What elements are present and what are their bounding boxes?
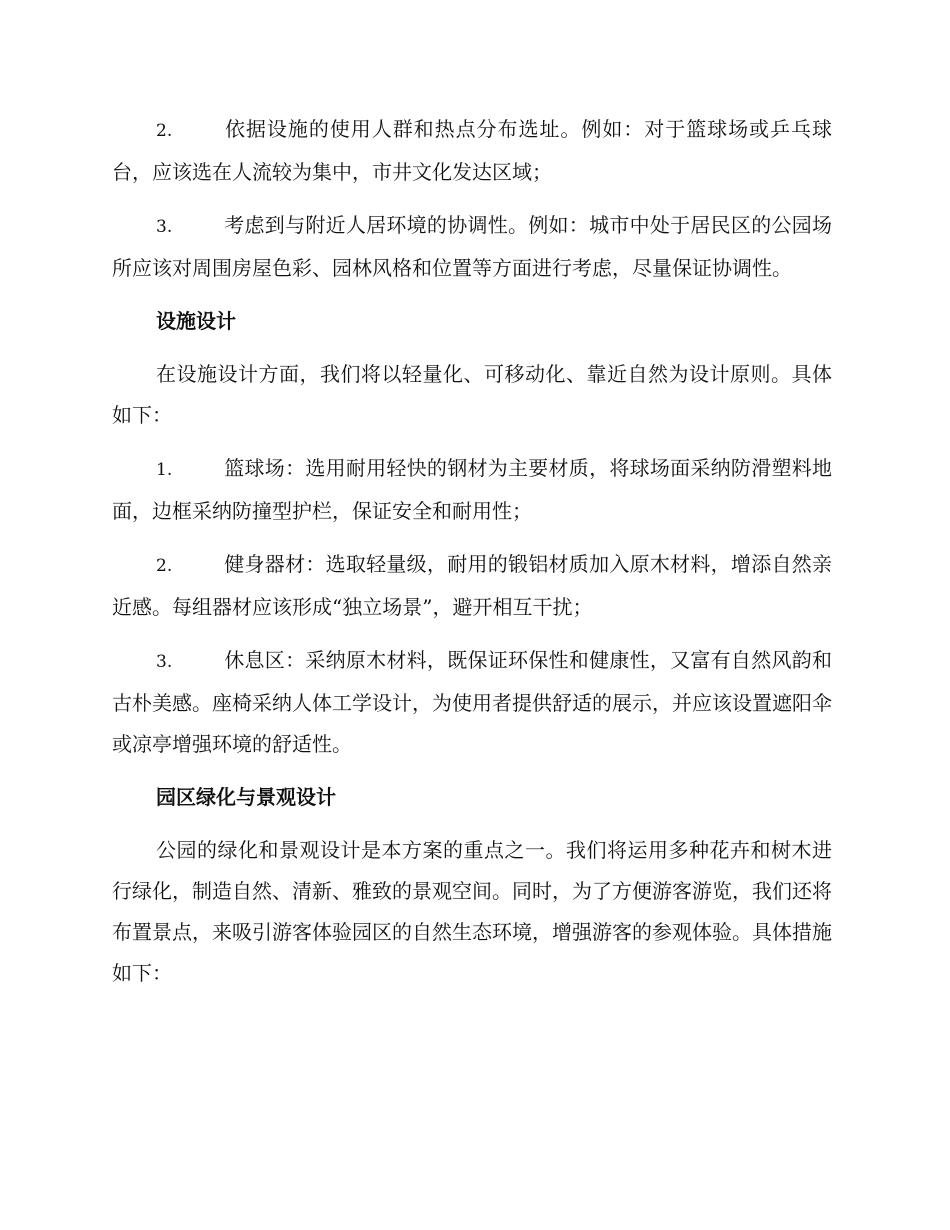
list-item-text: 篮球场：选用耐用轻快的钢材为主要材质，将球场面采纳防滑塑料地面，边框采纳防撞型护栏，保证安全和耐用性； [112, 456, 832, 523]
list-item [112, 544, 832, 628]
section-heading-facility-design: 设施设计 [156, 309, 236, 333]
document-body [112, 109, 832, 1006]
list-item-text: 依据设施的使用人群和热点分布选址。例如：对于篮球场或乒乓球台，应该选在人流较为集中，市井文化发达区域； [112, 117, 832, 184]
list-item-number: 3. [156, 652, 173, 672]
paragraph-greening-intro: 公园的绿化和景观设计是本方案的重点之一。我们将运用多种花卉和树木进行绿化，制造自然、清新、雅致的景观空间。同时，为了方便游客游览，我们还将布置景点，来吸引游客体验园区的自然生态环境，增强游客的参观体验。具体措施如下： [112, 838, 832, 985]
paragraph-facility-intro: 在设施设计方面，我们将以轻量化、可移动化、靠近自然为设计原则。具体如下： [112, 362, 832, 427]
section-heading-greening-landscape: 园区绿化与景观设计 [156, 785, 336, 809]
list-item [112, 640, 832, 765]
list-item [112, 448, 832, 532]
list-item-text: 考虑到与附近人居环境的协调性。例如：城市中处于居民区的公园场所应该对周围房屋色彩、园林风格和位置等方面进行考虑，尽量保证协调性。 [112, 213, 832, 280]
list-item-number: 2. [156, 556, 173, 576]
list-item-number: 2. [156, 121, 173, 141]
list-item [112, 205, 832, 289]
list-item-number: 3. [156, 217, 173, 237]
list-item-number: 1. [156, 460, 173, 480]
list-item-text: 健身器材：选取轻量级，耐用的锻铝材质加入原木材料，增添自然亲近感。每组器材应该形成“独立场景”，避开相互干扰； [112, 552, 832, 619]
list-item-text: 休息区：采纳原木材料，既保证环保性和健康性，又富有自然风韵和古朴美感。座椅采纳人体工学设计，为使用者提供舒适的展示，并应该设置遮阳伞或凉亭增强环境的舒适性。 [112, 648, 832, 756]
list-item [112, 109, 832, 193]
